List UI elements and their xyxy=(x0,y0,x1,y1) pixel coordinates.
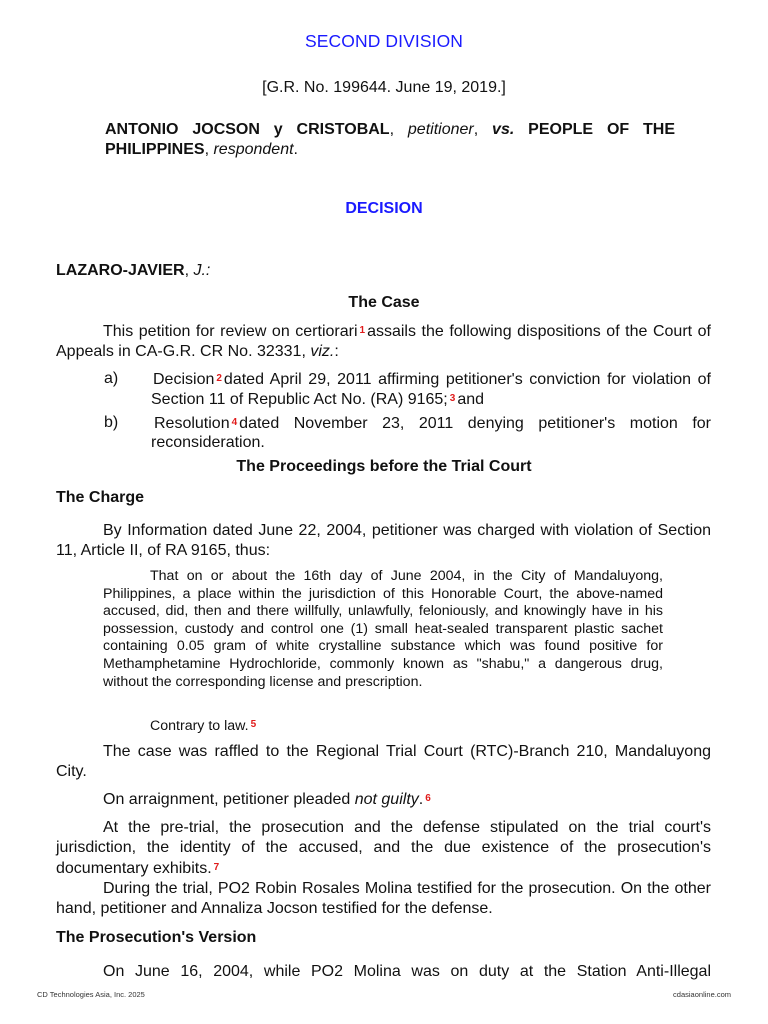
section-heading-proceedings: The Proceedings before the Trial Court xyxy=(236,458,532,475)
paragraph-trial: During the trial, PO2 Robin Rosales Molina testified for the prosecution. On the other hand, petitioner and Annaliza Jocson testified for the defense. xyxy=(56,880,711,917)
footnote-link[interactable]: 1 xyxy=(359,325,366,336)
contrary-to-law: Contrary to law. $^5$ xyxy=(150,718,257,734)
paragraph-raffled: The case was raffled to the Regional Trial Court (RTC)-Branch 210, Mandaluyong City. xyxy=(56,743,711,780)
footnote-link[interactable]: 6 xyxy=(425,793,431,804)
versus-label: vs. xyxy=(492,121,515,138)
footnote-link[interactable]: 4 xyxy=(231,417,238,428)
list-item-decision: a) Decision 2 dated April 29, 2011 affirming petitioner's conviction for violation of Section 11 of Republic Act No. (RA) 9165; 3 and xyxy=(104,370,711,408)
paragraph-prosecution: On June 16, 2004, while PO2 Molina was on duty at the Station Anti-Illegal xyxy=(103,963,711,980)
list-marker: a) xyxy=(104,370,119,387)
ponente-name: LAZARO-JAVIER xyxy=(56,262,185,279)
paragraph-arraignment: On arraignment, petitioner pleaded not guilty. 6 xyxy=(103,791,431,808)
case-number: [G.R. No. 199644. June 19, 2019.] xyxy=(262,79,506,96)
list-marker: b) xyxy=(104,414,119,431)
footer-publisher: CD Technologies Asia, Inc. 2025 xyxy=(37,990,145,999)
ponente-title: J.: xyxy=(193,262,211,279)
footnote-link[interactable]: 3 xyxy=(449,393,456,404)
paragraph-pretrial: At the pre-trial, the prosecution and the defense stipulated on the trial court's jurisdiction, the identity of the accused, and the due existence of the prosecution's documentary exhibits. 7 xyxy=(56,819,711,877)
respondent-role: respondent xyxy=(213,141,294,158)
petitioner-name: ANTONIO JOCSON y CRISTOBAL xyxy=(105,121,390,138)
division-title: SECOND DIVISION xyxy=(304,31,464,51)
section-heading-charge: The Charge xyxy=(56,489,145,506)
case-parties: ANTONIO JOCSON y CRISTOBAL, petitioner, vs. PEOPLE OF THE PHILIPPINES, respondent. xyxy=(105,121,676,158)
decision-title: DECISION xyxy=(345,200,423,217)
footnote-link[interactable]: 2 xyxy=(216,373,222,384)
quoted-information: That on or about the 16th day of June 2004, in the City of Mandaluyong, Philippines, a place within the jurisdiction of this Honorable Court, the above-named accused, did, then and there willfully, unlawfully, feloniously, and knowingly have in his possession, custody and control one (1) small heat-sealed transparent plastic sachet containing 0.05 gram of white crystalline substance which was found positive for Methamphetamine Hydrochloride, commonly known as "shabu," a dangerous drug, without the corresponding license and prescription. xyxy=(103,568,663,690)
list-item-resolution: b) Resolution 4 dated November 23, 2011 denying petitioner's motion for reconsideration. xyxy=(104,414,711,451)
footnote-link[interactable]: 7 xyxy=(213,862,220,873)
paragraph-petition: This petition for review on certiorari 1 assails the following dispositions of the Court of Appeals in CA-G.R. CR No. 32331, viz.: xyxy=(56,323,711,360)
respondent-name: PEOPLE OF THE PHILIPPINES xyxy=(105,121,676,158)
paragraph-information: By Information dated June 22, 2004, petitioner was charged with violation of Section 11, Article II, of RA 9165, thus: xyxy=(56,522,711,559)
petitioner-role: petitioner xyxy=(407,121,474,138)
footer-website: cdasiaonline.com xyxy=(673,990,731,999)
ponente: LAZARO-JAVIER, J.: xyxy=(56,262,211,279)
section-heading-prosecution: The Prosecution's Version xyxy=(56,929,257,946)
section-heading-the-case: The Case xyxy=(348,294,420,311)
footnote-link[interactable]: 5 xyxy=(250,719,257,730)
